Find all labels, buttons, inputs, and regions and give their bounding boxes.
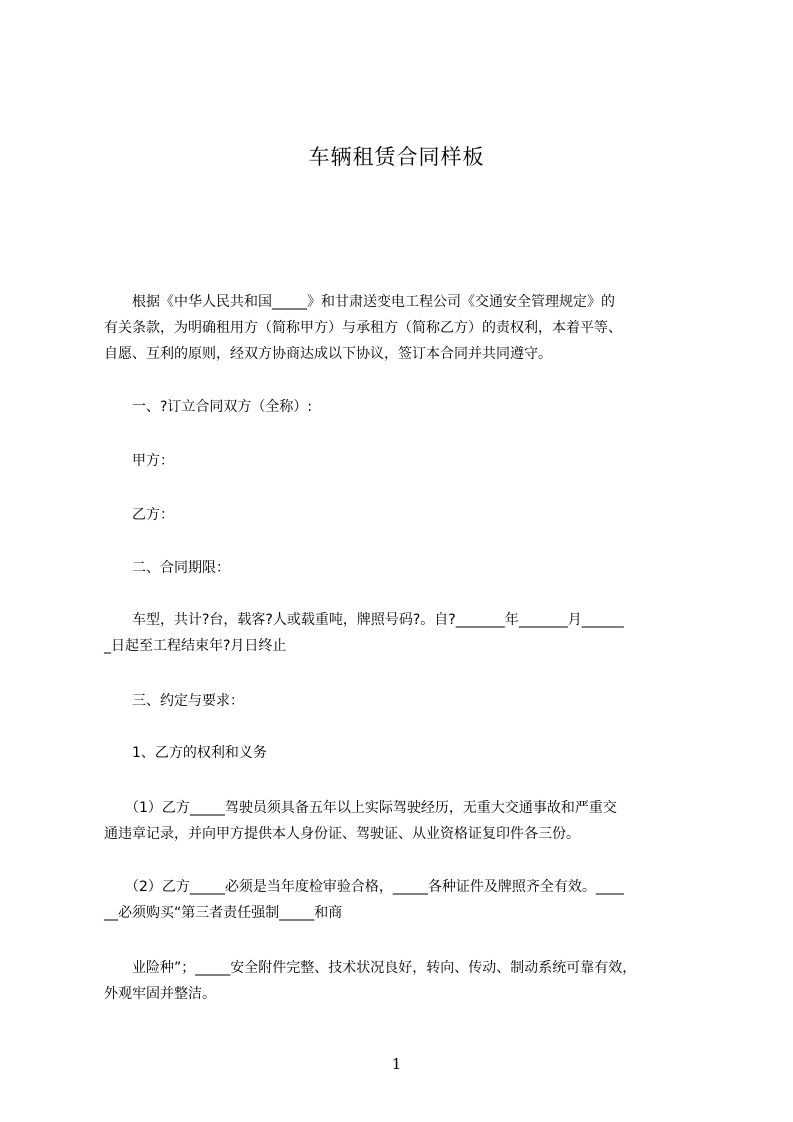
item-2-line: （2）乙方_____必须是当年度检审验合格，_____各种证件及牌照齐全有效。____ — [104, 879, 624, 895]
section-1-heading: 一、?订立合同双方（全称）: — [104, 399, 313, 415]
item-2-line: __必须购买“第三者责任强制_____和商 — [104, 905, 343, 921]
item-1-paragraph — [104, 795, 704, 847]
party-a-line: 甲方： — [104, 453, 174, 469]
document-title: 车辆租赁合同样板 — [308, 145, 485, 169]
section-2-heading: 二、合同期限： — [104, 560, 230, 576]
section-3-heading: 三、约定与要求： — [104, 693, 244, 709]
intro-paragraph — [104, 289, 704, 367]
item-3-paragraph — [104, 955, 704, 1007]
item-1-line: （1）乙方_____驾驶员须具备五年以上实际驾驶经历，无重大交通事故和严重交 — [104, 800, 617, 816]
item-3-line: 外观牢固并整洁。 — [104, 986, 216, 1002]
item-3-line: 业险种”；_____安全附件完整、技术状况良好，转向、传动、制动系统可靠有效， — [104, 960, 637, 976]
term-line: _日起至工程结束年?月日终止 — [104, 638, 287, 654]
subsection-1-heading: 1、乙方的权利和义务 — [104, 745, 267, 761]
intro-line: 根据《中华人民共和国_____》和甘肃送变电工程公司《交通安全管理规定》的 — [104, 294, 615, 310]
term-paragraph — [104, 607, 704, 659]
page-number: 1 — [391, 1055, 402, 1073]
intro-line: 有关条款，为明确租用方（简称甲方）与承租方（简称乙方）的责权利，本着平等、 — [104, 320, 622, 336]
item-1-line: 通违章记录，并向甲方提供本人身份证、驾驶证、从业资格证复印件各三份。 — [104, 826, 580, 842]
intro-line: 自愿、互利的原则，经双方协商达成以下协议，签订本合同并共同遵守。 — [104, 346, 552, 362]
item-2-paragraph — [104, 874, 704, 926]
party-b-line: 乙方： — [104, 507, 174, 523]
term-line: 车型，共计?台，载客?人或载重吨，牌照号码?。自?_______年_______月______ — [104, 612, 624, 628]
